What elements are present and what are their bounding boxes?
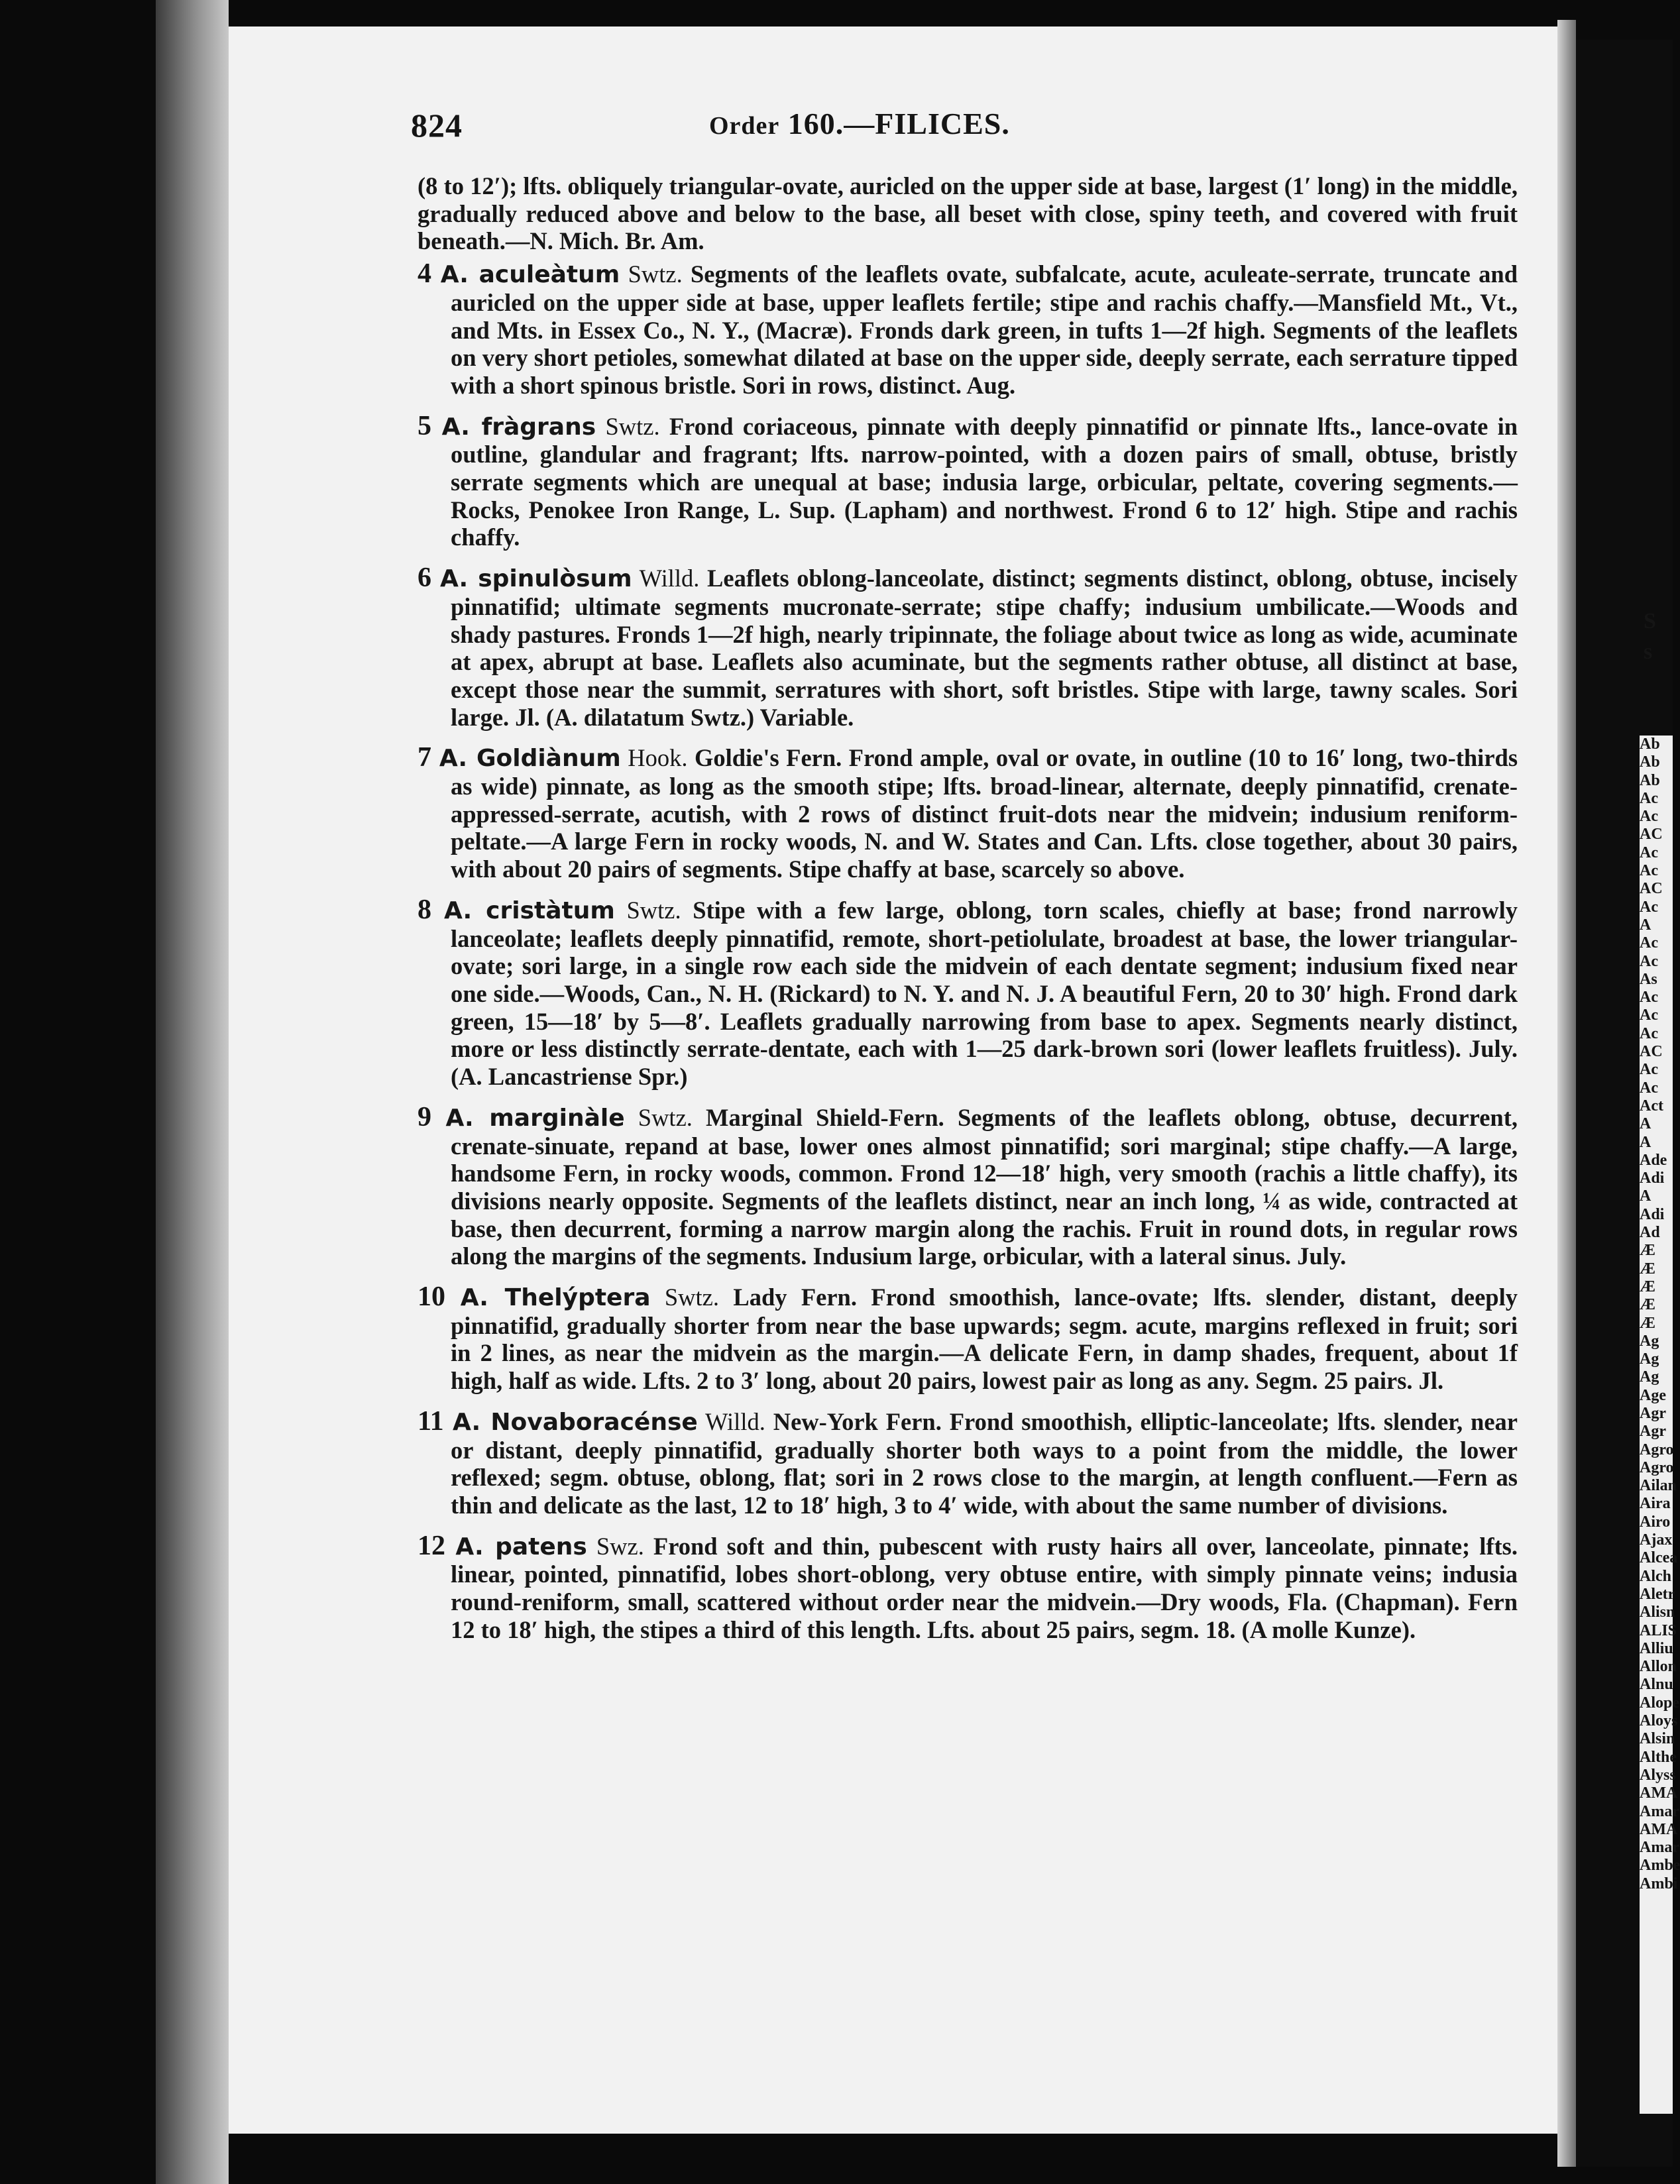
species-name: A. cristàtum [443,897,615,924]
running-header [411,106,1518,152]
strip-fragment: Ac [1640,1079,1658,1097]
strip-fragment: Ac [1640,844,1658,861]
strip-fragment: Ag [1640,1368,1659,1386]
strip-fragment: Alcea [1640,1549,1678,1567]
strip-fragment: ALIS [1640,1621,1677,1639]
strip-fragment: AC [1640,1043,1663,1061]
species-author: Willd. [697,1407,765,1435]
species-number: 10 [418,1282,461,1313]
strip-fragment: Amar [1640,1839,1679,1857]
strip-fragment: Æ [1640,1278,1655,1295]
strip-fragment: Æ [1640,1260,1655,1278]
strip-fragment: Age [1640,1386,1666,1404]
strip-fragment: Ade [1640,1151,1667,1169]
strip-fragment: Ac [1640,789,1658,807]
strip-fragment: Ag [1640,1332,1659,1350]
species-entry [418,260,1518,400]
page-body [418,172,1518,1643]
species-description: Marginal Shield-Fern. Segments of the leaflets oblong, obtuse, decurrent, crenate-sinuate, repand at base, lower ones almost pinnatifid; sori marginal; stipe chaffy.—A large, handsome Fern, in rocky woods, common. Frond 12—18′ high, very smooth (rachis a little chaffy), its divisions nearly opposite. Segments of the leaflets distinct, near an inch long, ¼ as wide, contracted at base, then decurrent, forming a narrow margin along the rachis. Fruit in round dots, in regular rows along the margins of the segments. Indusium large, orbicular, with a lateral sinus. July. [451,1103,1518,1270]
species-author: Swtz. [596,412,660,440]
species-description: Frond coriaceous, pinnate with deeply pinnatifid or pinnate lfts., lance-ovate in outline, glandular and fragrant; lfts. narrow-pointed, with a dozen pairs of small, obtuse, bristly serrate segments which are unequal at base; indusia large, orbicular, peltate, covering segments.—Rocks, Penokee Iron Range, L. Sup. (Lapham) and northwest. Frond 6 to 12′ high. Stipe and rachis chaffy. [451,412,1518,551]
species-description: Stipe with a few large, oblong, torn scales, chiefly at base; frond narrowly lanceolate; leaflets deeply pinnatifid, remote, short-petiolulate, broadest at base, the lower triangular-ovate; sori large, in a single row each side the midvein of each dentate segment; indusium fixed near one side.—Woods, Can., N. H. (Rickard) to N. Y. and N. J. A beautiful Fern, 20 to 30′ high. Frond dark green, 15—18′ by 5—8′. Leaflets gradually narrowing from base to apex. Segments nearly distinct, more or less distinctly serrate-dentate, each with 1—25 dark-brown sori (lower leaflets fruitless). July. (A. Lancastriense Spr.) [451,896,1518,1091]
strip-fragment: Agr [1640,1404,1666,1422]
strip-fragment: AC [1640,880,1663,898]
strip-fragment: A [1640,1187,1652,1205]
species-name: A. Novaboracénse [452,1408,698,1436]
page-title-rest: 160.—FILICES. [779,107,1010,140]
page-edge-shadow [1557,20,1576,2167]
strip-fragment: Ac [1640,898,1658,916]
species-author: Swtz. [620,260,683,288]
species-list [418,260,1518,1643]
strip-fragment: Adi [1640,1170,1665,1187]
strip-fragment: Aletr [1640,1585,1675,1603]
species-entry [418,744,1518,883]
strip-fragment: Agr [1640,1423,1666,1441]
strip-fragment: A [1640,1115,1652,1133]
species-author: Swz. [587,1532,644,1560]
strip-fragment: AC [1640,826,1663,844]
strip-fragment: Alisn [1640,1604,1675,1621]
strip-fragment: Alnu [1640,1676,1673,1694]
next-page-marks [1644,606,1670,667]
next-page-mark: s [1644,639,1653,664]
species-author: Swtz. [650,1283,719,1311]
strip-fragment: AMA [1640,1820,1678,1838]
species-entry [418,565,1518,731]
strip-fragment: Ab [1640,771,1660,789]
strip-fragment: Alope [1640,1694,1679,1712]
strip-fragment: Ad [1640,1224,1660,1242]
book-gutter-left [156,0,229,2184]
species-number: 9 [418,1101,446,1132]
species-name: A. spinulòsum [440,565,632,593]
strip-fragment: Airo [1640,1513,1671,1531]
page-number: 824 [411,107,463,144]
species-author: Swtz. [614,896,681,924]
species-description: New-York Fern. Frond smoothish, elliptic-lanceolate; lfts. slender, near or distant, deeply pinnatifid, gradually shorter both ways to a point from the middle, the lower reflexed; segm. obtuse, oblong, flat; sori in 2 rows close to the margin, at length confluent.—Fern as thin and delicate as the last, 12 to 18′ high, 3 to 4′ wide, with about the same number of divisions. [451,1407,1518,1519]
strip-fragment: Æ [1640,1242,1655,1260]
species-entry [418,1405,1518,1519]
species-author: Willd. [632,565,700,592]
species-description: Lady Fern. Frond smoothish, lance-ovate; lfts. slender, distant, deeply pinnatifid, gradually shorter from near the base upwards; segm. acute, margins reflexed in fruit; sori in 2 lines, as near the midvein as the margin.—A delicate Fern, in damp shades, frequent, about 1f high, half as wide. Lfts. 2 to 3′ long, about 20 pairs, lowest pair as long as any. Segm. 25 pairs. Jl. [451,1283,1518,1395]
strip-fragment: Althe [1640,1748,1677,1766]
species-name: A. patens [455,1533,587,1560]
strip-fragment: Aloys [1640,1712,1678,1730]
strip-fragment: AMA [1640,1784,1678,1802]
strip-fragment: Agro [1640,1458,1674,1476]
strip-fragment: Alyss [1640,1766,1676,1784]
strip-fragment: Ag [1640,1350,1659,1368]
strip-fragment: Adi [1640,1205,1665,1223]
strip-fragment: Aira [1640,1495,1671,1513]
species-entry [418,410,1518,552]
species-name: A. Thelýptera [460,1284,651,1312]
species-name: A. marginàle [445,1104,625,1132]
strip-fragment: Ac [1640,1007,1658,1024]
strip-fragment: A [1640,916,1652,934]
strip-fragment: Ac [1640,808,1658,826]
species-number: 5 [418,410,442,441]
strip-fragment: Alch [1640,1567,1671,1585]
strip-fragment: Ac [1640,989,1658,1007]
species-name: A. fràgrans [441,413,596,441]
strip-fragment: Ambi [1640,1875,1678,1892]
species-number: 11 [418,1405,453,1437]
strip-fragment: As [1640,970,1657,988]
strip-fragment: Æ [1640,1314,1655,1332]
strip-fragment: Alsin [1640,1730,1675,1748]
species-number: 4 [418,258,441,290]
page-title [709,106,1010,141]
species-entry [418,1283,1518,1395]
strip-fragment: A [1640,1133,1652,1151]
strip-fragment: Ac [1640,1061,1658,1079]
strip-fragment: Æ [1640,1296,1655,1314]
species-description: Segments of the leaflets ovate, subfalcate, acute, aculeate-serrate, truncate and auricled on the upper side at base, upper leaflets fertile; stipe and rachis chaffy.—Mansfield Mt., Vt., and Mts. in Essex Co., N. Y., (Macræ). Fronds dark green, in tufts 1—2f high. Segments of the leaflets on very short petioles, somewhat dilated at base on the upper side, deeply serrate, each serrature tipped with a short spinous bristle. Sori in rows, distinct. Aug. [451,260,1518,399]
species-entry [418,1101,1518,1270]
species-number: 8 [418,894,444,925]
species-entry [418,1530,1518,1644]
strip-fragment: Alliu [1640,1639,1673,1657]
species-entry [418,894,1518,1091]
strip-fragment: Amar [1640,1802,1679,1820]
strip-fragment: Ac [1640,862,1658,880]
strip-fragment: Ambe [1640,1857,1680,1875]
species-description: Leaflets oblong-lanceolate, distinct; segments distinct, oblong, obtuse, incisely pinnatifid; ultimate segments mucronate-serrate; stipe chaffy; indusium umbilicate.—Woods and shady pastures. Fronds 1—2f high, nearly tripinnate, the foliage about twice as long as wide, acuminate at apex, abrupt at base. Leaflets also acuminate, but the segments rather obtuse, all distinct at base, except those near the summit, serratures with short, soft bristles. Stipe with large, tawny scales. Sori large. Jl. (A. dilatatum Swtz.) Variable. [451,565,1518,731]
continuation-paragraph: (8 to 12′); lfts. obliquely triangular-ovate, auricled on the upper side at base, largest (1′ long) in the middle, gradually reduced above and below to the base, all beset with close, spiny teeth, and covered with fruit beneath.—N. Mich. Br. Am. [418,172,1518,255]
species-name: A. aculeàtum [440,261,620,289]
next-page-mark: S [1644,609,1656,633]
strip-fragment: Ab [1640,753,1660,771]
species-number: 12 [418,1530,456,1561]
species-number: 7 [418,742,439,773]
strip-fragment: Allon [1640,1658,1677,1676]
strip-fragment: Ac [1640,952,1658,970]
species-author: Hook. [620,744,688,772]
species-author: Swtz. [624,1103,693,1131]
species-description: Frond soft and thin, pubescent with rusty hairs all over, lanceolate, pinnate; lfts. linear, pointed, pinnatifid, lobes short-oblong, very obtuse entire, with simply pinnate veins; indusia round-reniform, small, scattered without order near the midvein.—Dry woods, Fla. (Chapman). Fern 12 to 18′ high, the stipes a third of this length. Lfts. about 25 pairs, segm. 18. (A molle Kunze). [451,1532,1518,1643]
strip-fragment: Ailan [1640,1477,1677,1495]
next-page-index-strip [1640,736,1680,2114]
strip-fragment: Ab [1640,736,1660,753]
species-description: Goldie's Fern. Frond ample, oval or ovate, in outline (10 to 16′ long, two-thirds as wide) pinnate, as long as the smooth stipe; lfts. broad-linear, alternate, deeply pinnatifid, crenate-appressed-serrate, acutish, with 2 rows of distinct fruit-dots near the midvein; indusium reniform-peltate.—A large Fern in rocky woods, N. and W. States and Can. Lfts. close together, about 30 pairs, with about 20 pairs of segments. Stipe chaffy at base, scarcely so above. [451,744,1518,883]
strip-fragment: Act [1640,1097,1663,1115]
species-number: 6 [418,563,440,594]
strip-fragment: Agro [1640,1441,1674,1458]
strip-fragment: Ac [1640,934,1658,952]
page-title-prefix: Order [709,112,780,140]
strip-fragment: Ac [1640,1024,1658,1042]
strip-fragment: Ajax [1640,1531,1673,1549]
species-name: A. Goldiànum [439,745,621,773]
